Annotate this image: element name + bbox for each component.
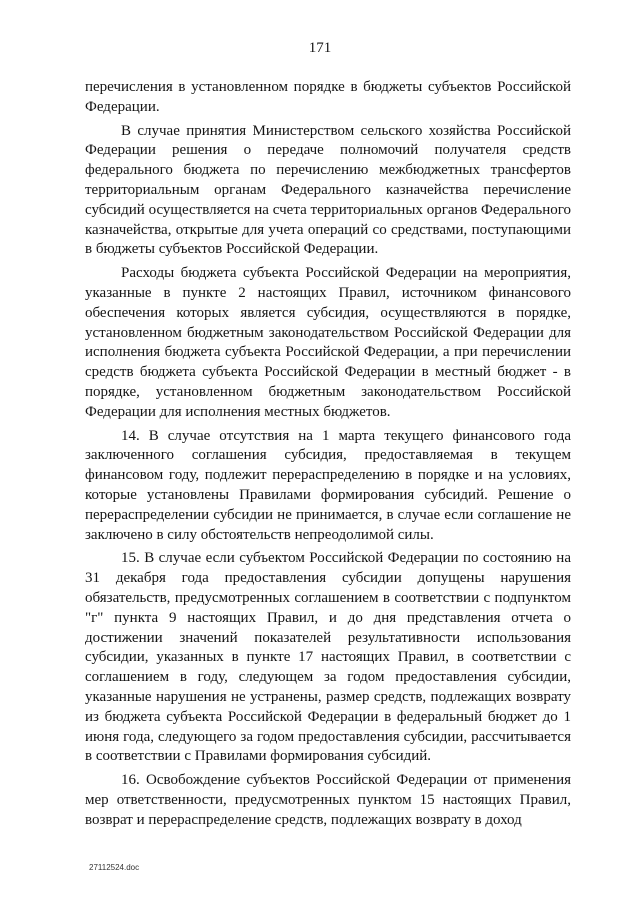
paragraph-item-15: 15. В случае если субъектом Российской Федерации по состоянию на 31 декабря года предоставления субсидии допущены нарушения обязательств, предусмотренных соглашением в соответствии с подпунктом "г" пункта 9 настоящих Правил, и до дня представления отчета о достижении значений показателей результативности использования субсидии, указанных в пункте 17 настоящих Правил, в соответствии с соглашением в году, следующем за годом предоставления субсидии, указанные нарушения не устранены, размер средств, подлежащих возврату из бюджета субъекта Российской Федерации в федеральный бюджет до 1 июня года, следующего за годом предоставления субсидии, рассчитывается в соответствии с Правилами формирования субсидий.: [85, 550, 571, 765]
paragraph-continuation: перечисления в установленном порядке в бюджеты субъектов Российской Федерации.: [85, 79, 571, 115]
paragraph-item-14: 14. В случае отсутствия на 1 марта текущего финансового года заключенного соглашения субсидия, предоставляемая в текущем финансовом году, подлежит перераспределению в порядке и на условиях, которые установлены Правилами формирования субсидий. Решение о перераспределении субсидии не принимается, в случае если соглашение не заключено в силу обстоятельств непреодолимой силы.: [85, 427, 571, 543]
page-number: 171: [308, 40, 332, 56]
paragraph-ministry-decision: В случае принятия Министерством сельского хозяйства Российской Федерации решения о передаче полномочий получателя средств федерального бюджета по перечислению межбюджетных трансфертов территориальным органам Федерального казначейства перечисление субсидий осуществляется на счета территориальных органов Федерального казначейства, открытые для учета операций со средствами, поступающими в бюджеты субъектов Российской Федерации.: [85, 122, 571, 258]
paragraph-item-16: 16. Освобождение субъектов Российской Федерации от применения мер ответственности, предусмотренных пунктом 15 настоящих Правил, возврат и перераспределение средств, подлежащих возврату в доход: [85, 772, 571, 828]
paragraph-budget-expenses: Расходы бюджета субъекта Российской Федерации на мероприятия, указанные в пункте 2 настоящих Правил, источником финансового обеспечения которых является субсидия, осуществляются в порядке, установленном бюджетным законодательством Российской Федерации для исполнения бюджета субъекта Российской Федерации, а при перечислении средств бюджета субъекта Российской Федерации в местный бюджет - в порядке, установленном бюджетным законодательством Российской Федерации для исполнения местных бюджетов.: [85, 265, 571, 420]
document-body: [85, 78, 571, 830]
footer-filename: 27112524.doc: [89, 863, 140, 872]
